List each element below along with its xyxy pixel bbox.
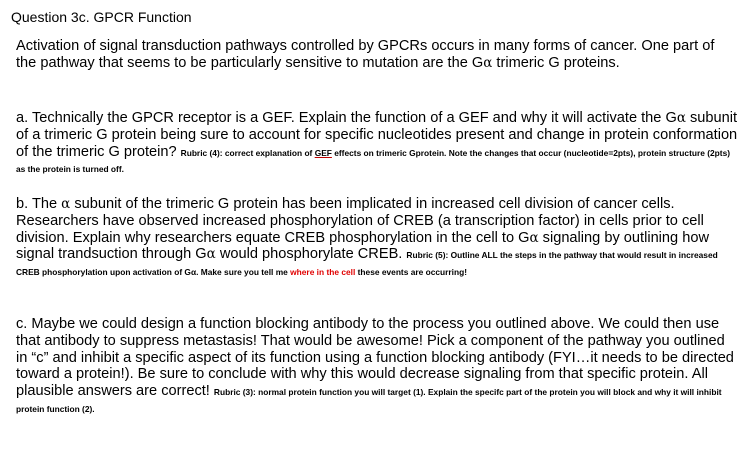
part-a-rubric-gef: GEF (314, 147, 332, 158)
alpha-symbol: α (206, 246, 216, 263)
alpha-symbol: α (483, 54, 493, 71)
part-b-rubric-text-3: these events are occurring! (355, 267, 468, 278)
part-b-text-2: subunit of the trimeric G protein has been implicated in increased cell division of cancer cells. Researchers have observed increased phosphorylation of CREB (a transcription factor) in cells prior to cell division. Explain why researchers equate CREB phosphorylation in the cell to G (16, 196, 704, 246)
alpha-symbol: α (676, 110, 686, 126)
question-title: Question 3c. GPCR Function (11, 9, 192, 25)
alpha-symbol: α (61, 196, 71, 212)
part-b-text-1: b. The (16, 196, 62, 212)
intro-text-1: Activation of signal transduction pathways controlled by GPCRs occurs in many forms of cancer. One part of the pathway that seems to be particularly sensitive to mutation are the G (16, 38, 715, 71)
part-b-rubric-text-1: Rubric (5): Outline ALL the steps in the pathway that would result in increased CREB phosphorylation upon activation of G (16, 250, 718, 278)
part-c-text-1: c. Maybe we could design a function blocking antibody to the process you outlined above. We could then use that antibody to suppress metastasis! That would be awesome! Pick a component of the pathway you outlined in “c” and inhibit a specific aspect of its function using a function blocking antibody (FYI…it needs to be directed toward a protein!). Be sure to conclude with why this would decrease signaling from that specific protein. All plausible answers are correct! (16, 316, 734, 400)
part-b-text-3: signaling by outlining how signal trandsuction through G (16, 229, 709, 263)
intro-text-2: trimeric G proteins. (492, 54, 620, 71)
alpha-symbol: α (529, 229, 539, 246)
part-b-rubric-alpha: α (190, 267, 197, 278)
part-b-paragraph (16, 196, 738, 280)
intro-paragraph (16, 38, 738, 72)
part-b-rubric-highlight: where in the cell (290, 267, 356, 278)
part-b-text-4: would phosphorylate CREB. (215, 246, 407, 263)
part-a-rubric-text-2: effects on trimeric Gprotein. Note the changes that occur (nucleotide=2pts), protein structure (2pts) as the protein is turned off. (16, 147, 731, 175)
part-c-rubric: Rubric (3): normal protein function you will target (1). Explain the specifc part of the protein you will block and why it will inhibit protein function (2). (16, 387, 722, 414)
part-b-rubric-text-2: . Make sure you tell me (196, 267, 291, 278)
part-c-paragraph (16, 316, 738, 417)
part-a-text-2: subunit of a trimeric G protein being sure to account for specific nucleotides present and change in protein conformation of the trimeric G protein? (16, 110, 738, 160)
part-a-text-1: a. Technically the GPCR receptor is a GEF. Explain the function of a GEF and why it will activate the G (16, 110, 677, 126)
part-a-rubric-text-1: Rubric (4): correct explanation of (180, 147, 315, 158)
part-a-paragraph (16, 110, 738, 177)
